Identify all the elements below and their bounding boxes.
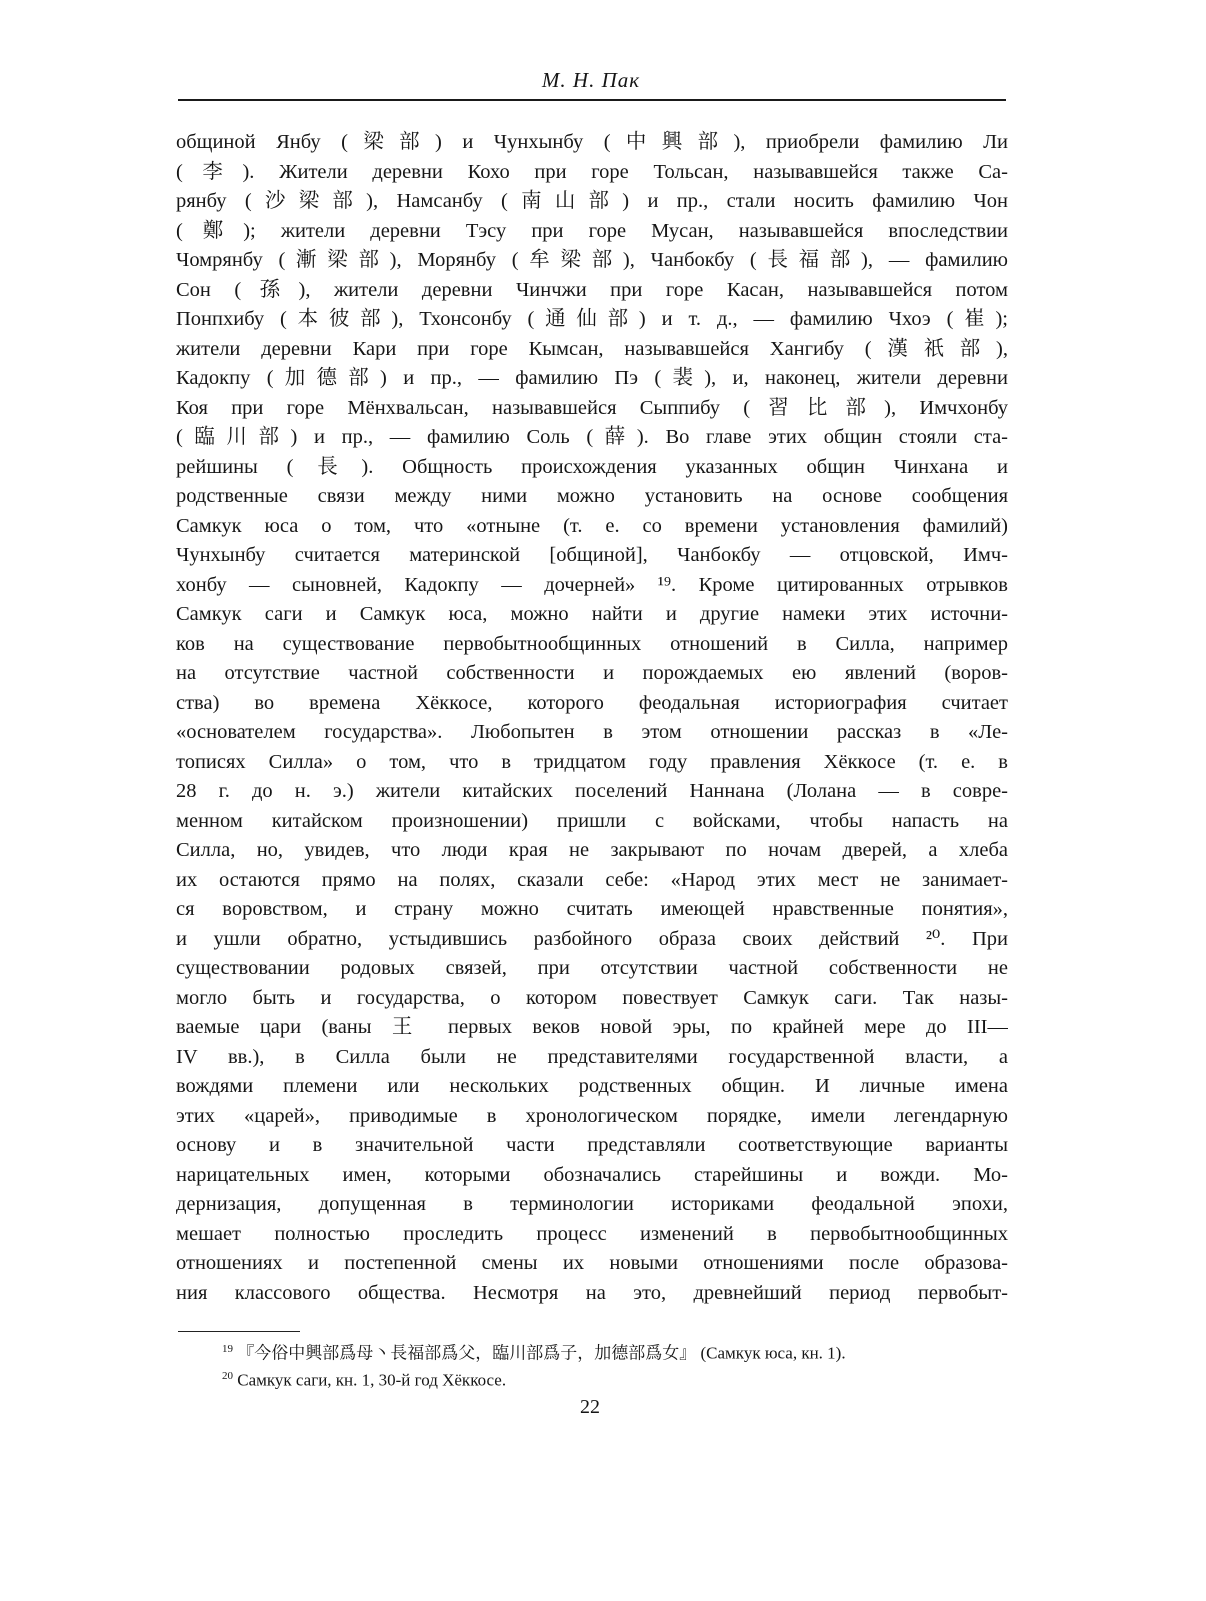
text-line: отношениях и постепенной смены их новыми отношениями после образова- bbox=[176, 1252, 1008, 1274]
text-line: (鄭); жители деревни Тэсу при горе Мусан, называвшейся впоследствии bbox=[176, 219, 1008, 242]
text-line: дернизация, допущенная в терминологии историками феодальной эпохи, bbox=[176, 1193, 1008, 1215]
text-line: тописях Силла» о том, что в тридцатом году правления Хёккосе (т. е. в bbox=[176, 750, 1008, 773]
text-line: могло быть и государства, о котором повествует Самкук саги. Так назы- bbox=[176, 986, 1008, 1009]
text-line: Самкук юса о том, что «отныне (т. е. со времени установления фамилий) bbox=[176, 514, 1008, 537]
text-line: Понпхибу (本彼部), Тхонсонбу (通仙部) и т. д., — фамилию Чхоэ (崔); bbox=[176, 308, 1008, 330]
text-line: родственные связи между ними можно установить на основе сообщения bbox=[176, 485, 1008, 507]
text-line: мешает полностью проследить процесс изменений в первобытнообщинных bbox=[176, 1222, 1008, 1245]
text-line: ся воровством, и страну можно считать имеющей нравственные понятия», bbox=[176, 898, 1008, 920]
text-line: ваемые цари (ваны 王 первых веков новой эры, по крайней мере до III— bbox=[176, 1016, 1008, 1038]
text-line: хонбу — сыновней, Кадокпу — дочерней» ¹⁹. Кроме цитированных отрывков bbox=[176, 573, 1008, 596]
text-line: ства) во времена Хёккосе, которого феодальная историография считает bbox=[176, 691, 1008, 714]
text-line: на отсутствие частной собственности и порождаемых ею явлений (воров- bbox=[176, 662, 1008, 684]
text-line: этих «царей», приводимые в хронологическом порядке, имели легендарную bbox=[176, 1104, 1008, 1127]
footnotes bbox=[222, 1338, 1008, 1391]
text-line: их остаются прямо на полях, сказали себе: «Народ этих мест не занимает- bbox=[176, 868, 1008, 891]
text-line: (李). Жители деревни Кохо при горе Тольсан, называвшейся также Са- bbox=[176, 160, 1008, 183]
footnote-text: Самкук саги, кн. 1, 30-й год Хёккосе. bbox=[237, 1370, 507, 1390]
text-line: менном китайском произношении) пришли с войсками, чтобы напасть на bbox=[176, 809, 1008, 832]
text-line: общиной Янбу (梁部) и Чунхынбу (中興部), приобрели фамилию Ли bbox=[176, 131, 1008, 153]
text-line: ков на существование первобытнообщинных отношений в Силла, например bbox=[176, 632, 1008, 655]
page-number: 22 bbox=[580, 1396, 600, 1418]
text-line: основу и в значительной части представляли соответствующие варианты bbox=[176, 1134, 1008, 1156]
text-line: вождями племени или нескольких родственных общин. И личные имена bbox=[176, 1075, 1008, 1097]
text-line: рянбу (沙梁部), Намсанбу (南山部) и пр., стали носить фамилию Чон bbox=[176, 190, 1008, 212]
body-text bbox=[176, 128, 1008, 1308]
text-line: IV вв.), в Силла были не представителями государственной власти, а bbox=[176, 1045, 1008, 1068]
footnote-marker: 20 bbox=[222, 1369, 233, 1382]
running-head-author: М. Н. Пак bbox=[541, 68, 641, 92]
footnote-19 bbox=[222, 1338, 1008, 1365]
text-line: существовании родовых связей, при отсутствии частной собственности не bbox=[176, 957, 1008, 979]
text-line: Чомрянбу (漸梁部), Морянбу (牟梁部), Чанбокбу (長福部), — фамилию bbox=[176, 249, 1008, 271]
text-line: нарицательных имен, которыми обозначались старейшины и вожди. Мо- bbox=[176, 1163, 1008, 1186]
text-line: Коя при горе Мёнхвальсан, называвшейся Сыппибу (習比部), Имчхонбу bbox=[176, 396, 1008, 419]
text-line: Чунхынбу считается материнской [общиной], Чанбокбу — отцовской, Имч- bbox=[176, 544, 1008, 566]
text-line: «основателем государства». Любопытен в этом отношении рассказ в «Ле- bbox=[176, 721, 1008, 743]
text-line: ния классового общества. Несмотря на это, древнейший период первобыт- bbox=[176, 1281, 1008, 1304]
text-line: Кадокпу (加德部) и пр., — фамилию Пэ (裴), и, наконец, жители деревни bbox=[176, 367, 1008, 389]
text-line: и ушли обратно, устыдившись разбойного образа своих действий ²⁰. При bbox=[176, 927, 1008, 950]
footnote-marker: 19 bbox=[222, 1343, 233, 1355]
text-line: Силла, но, увидев, что люди края не закрывают по ночам дверей, а хлеба bbox=[176, 839, 1008, 861]
text-line: 28 г. до н. э.) жители китайских поселений Наннана (Лолана — в совре- bbox=[176, 780, 1008, 802]
header-rule bbox=[178, 99, 1006, 101]
text-line: Самкук саги и Самкук юса, можно найти и другие намеки этих источни- bbox=[176, 603, 1008, 625]
footnote-text: 『今俗中興部爲母丶長福部爲父，臨川部爲子，加德部爲女』 (Самкук юса, кн. 1). bbox=[237, 1343, 846, 1363]
footnote-20 bbox=[222, 1365, 1008, 1392]
text-line: рейшины (長). Общность происхождения указанных общин Чинхана и bbox=[176, 455, 1008, 478]
footnote-rule bbox=[178, 1331, 300, 1332]
text-line: Сон (孫), жители деревни Чинчжи при горе Касан, называвшейся потом bbox=[176, 278, 1008, 301]
text-line: (臨川部) и пр., — фамилию Соль (薛). Во главе этих общин стояли ста- bbox=[176, 426, 1008, 448]
text-line: жители деревни Кари при горе Кымсан, называвшейся Хангибу (漢祇部), bbox=[176, 337, 1008, 360]
